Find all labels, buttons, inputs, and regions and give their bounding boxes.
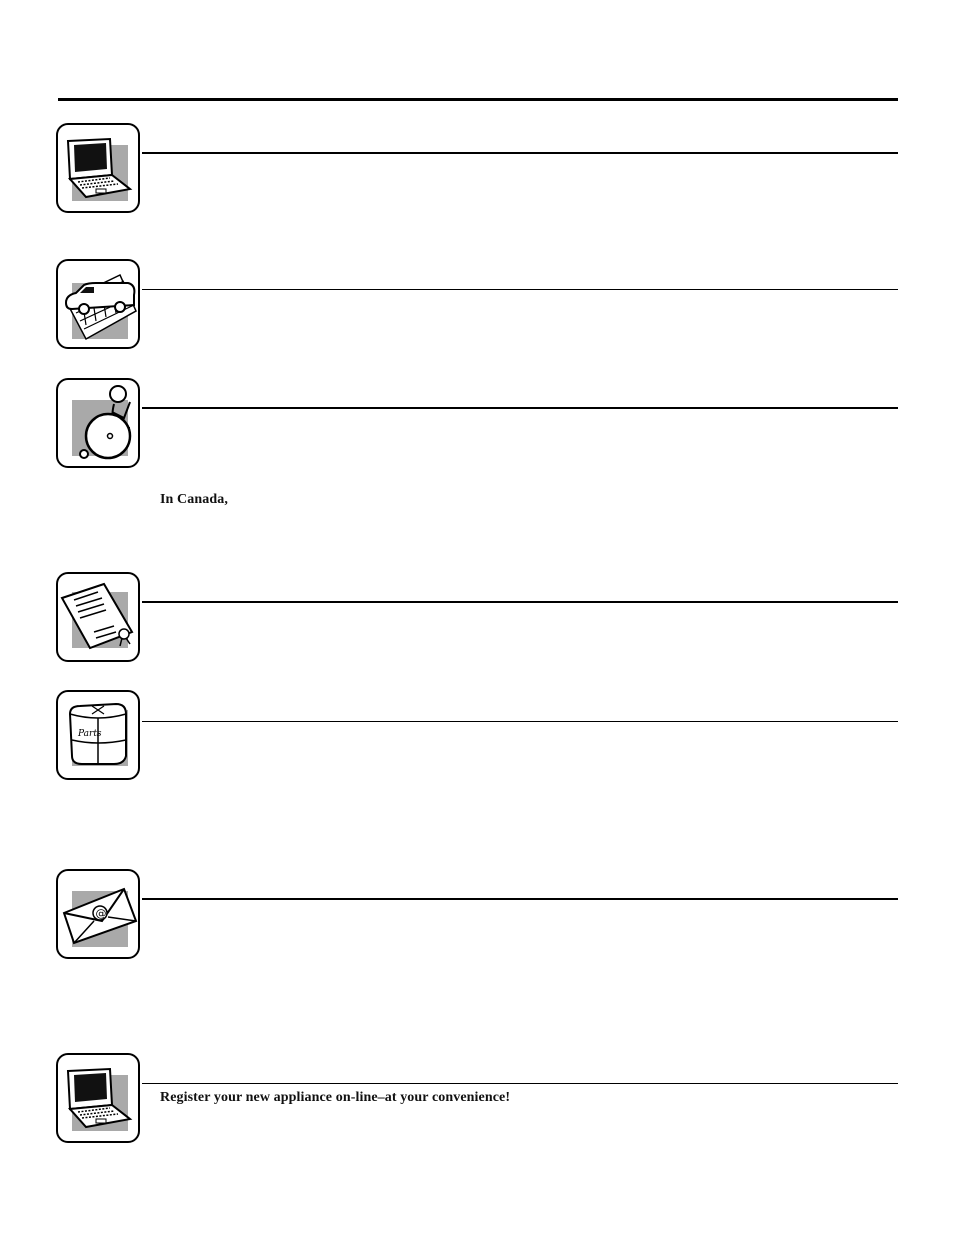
svg-text:Parts: Parts [78, 729, 102, 739]
section-rule [142, 152, 898, 154]
section-rule [142, 721, 898, 722]
parts-box-icon [56, 690, 140, 780]
page-top-rule [58, 98, 898, 101]
service-van-icon [56, 259, 140, 349]
section-rule [142, 1083, 898, 1084]
section-rule [142, 407, 898, 409]
section-rule [142, 601, 898, 603]
svg-text:@: @ [95, 907, 107, 920]
canada-note: In Canada, [160, 492, 228, 507]
laptop-icon [56, 1053, 140, 1143]
section-rule [142, 898, 898, 900]
section-rule [142, 289, 898, 290]
wheelchair-icon [56, 378, 140, 468]
warranty-certificate-icon [56, 572, 140, 662]
laptop-icon [56, 123, 140, 213]
email-envelope-icon [56, 869, 140, 959]
register-online-text: Register your new appliance on-line–at your convenience! [160, 1090, 511, 1105]
